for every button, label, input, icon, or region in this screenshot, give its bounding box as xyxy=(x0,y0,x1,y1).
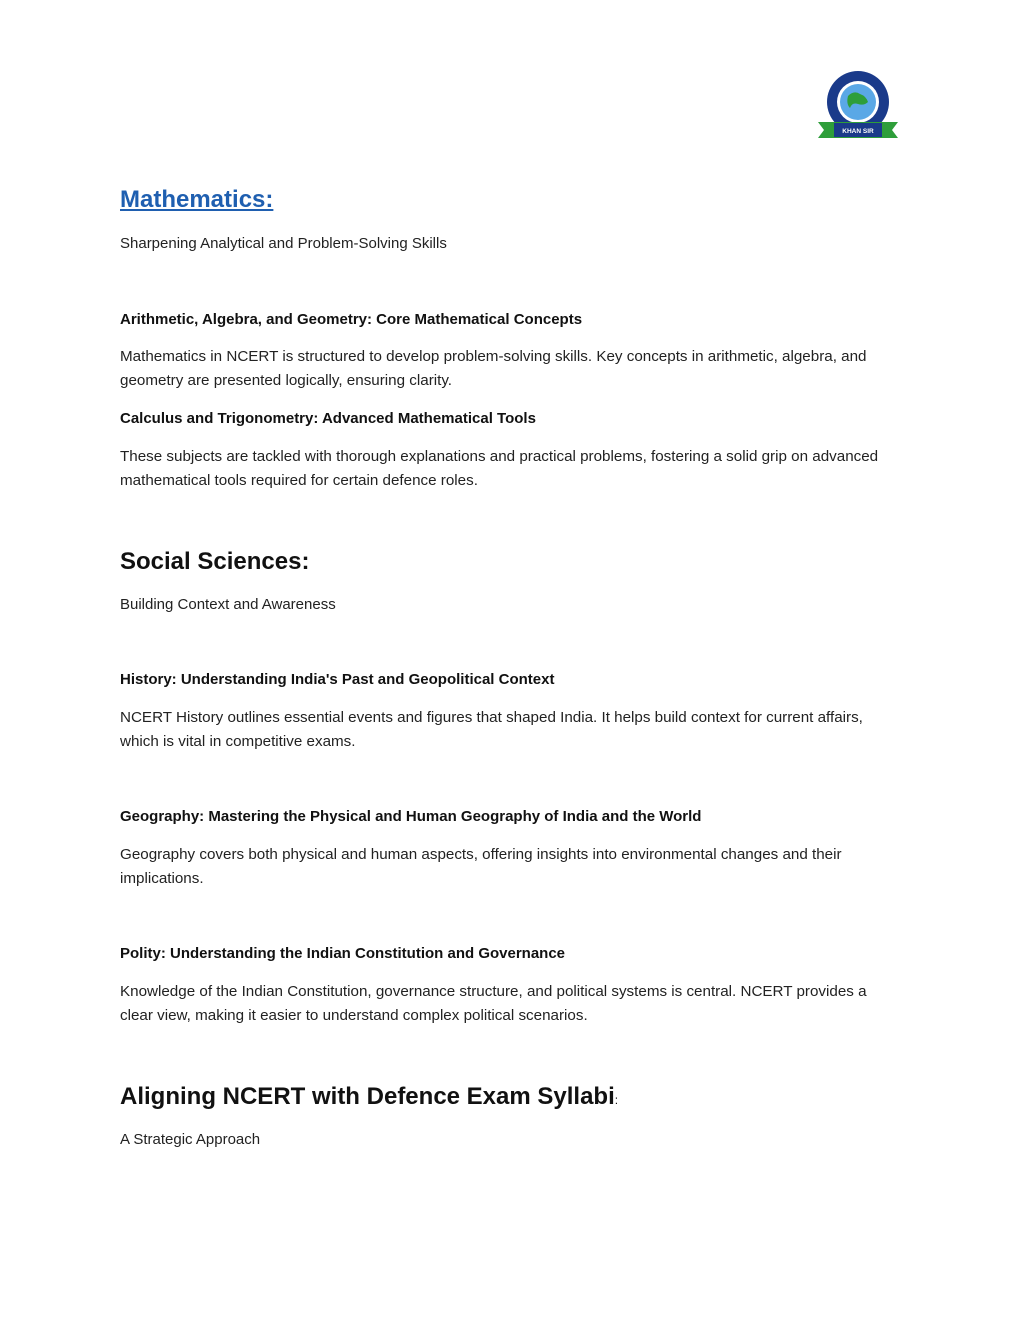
aligning-subheading: A Strategic Approach xyxy=(120,1131,261,1148)
mathematics-subheading: Sharpening Analytical and Problem-Solving Skills xyxy=(120,235,447,252)
section-body-history: NCERT History outlines essential events and figures that shaped India. It helps build context for current affairs, which is vital in competitive exams. xyxy=(120,709,863,750)
aligning-heading-text: Aligning NCERT with Defence Exam Syllabi xyxy=(120,1083,615,1110)
section-title-geography: Geography: Mastering the Physical and Human Geography of India and the World xyxy=(120,808,702,825)
khan-global-studies-logo xyxy=(812,70,904,144)
logo-emblem-icon xyxy=(812,70,904,144)
section-body-calculus: These subjects are tackled with thorough explanations and practical problems, fostering a solid grip on advanced mathematical tools required for certain defence roles. xyxy=(120,448,879,489)
section-title-calculus: Calculus and Trigonometry: Advanced Mathematical Tools xyxy=(120,410,536,427)
section-body-polity: Knowledge of the Indian Constitution, governance structure, and political systems is central. NCERT provides a clear view, making it easier to understand complex political scenarios. xyxy=(120,983,867,1024)
logo-ribbon-text: KHAN SIR xyxy=(842,128,874,135)
social-sciences-heading: Social Sciences: xyxy=(120,548,310,575)
section-title-polity: Polity: Understanding the Indian Constitution and Governance xyxy=(120,945,566,962)
mathematics-heading[interactable]: Mathematics: xyxy=(120,186,274,213)
section-body-arithmetic: Mathematics in NCERT is structured to develop problem-solving skills. Key concepts in arithmetic, algebra, and geometry are presented logically, ensuring clarity. xyxy=(120,348,867,389)
section-title-arithmetic: Arithmetic, Algebra, and Geometry: Core Mathematical Concepts xyxy=(120,311,583,328)
section-title-history: History: Understanding India's Past and Geopolitical Context xyxy=(120,671,555,688)
aligning-heading-colon: : xyxy=(614,1093,619,1107)
social-sciences-subheading: Building Context and Awareness xyxy=(120,596,336,613)
aligning-heading xyxy=(120,1083,618,1111)
section-body-geography: Geography covers both physical and human aspects, offering insights into environmental changes and their implications. xyxy=(120,846,842,887)
